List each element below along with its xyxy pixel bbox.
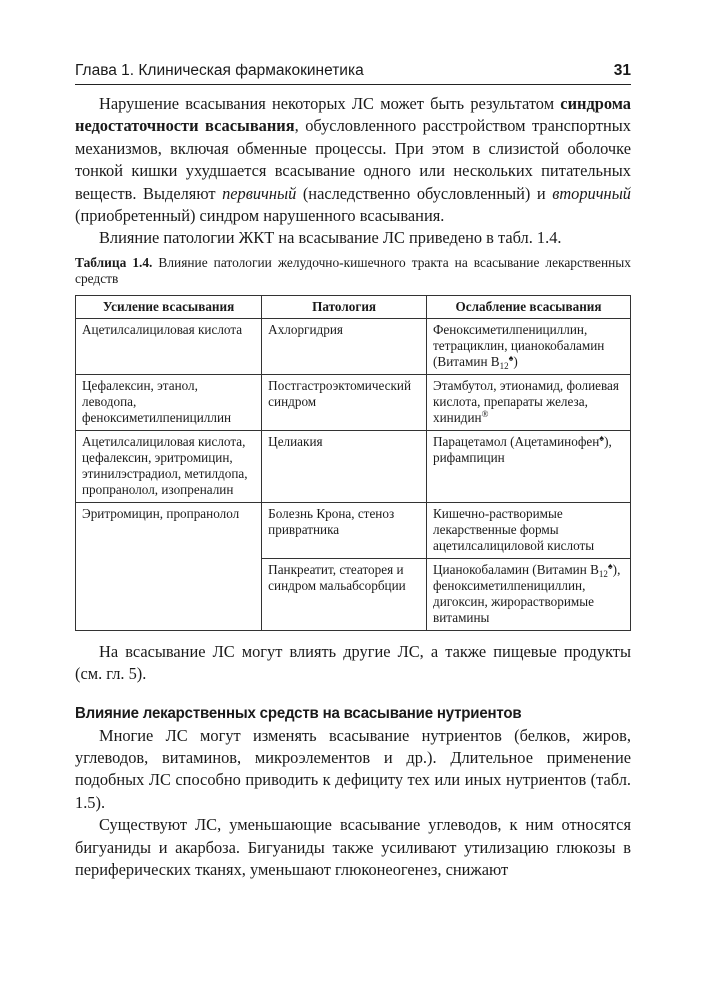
page [75, 62, 631, 882]
cell-decrease: Цианокобаламин (Витамин $В_{12}^♠$), феноксиметилпенициллин, дигоксин, жирорастворимые витамины [427, 558, 631, 630]
cell-increase: Ацетилсалициловая кислота, цефалексин, эритромицин, этинилэстрадиол, метилдопа, пропранолол, изопреналин [76, 430, 262, 502]
cell-decrease: Феноксиметилпенициллин, тетрациклин, цианокобаламин (Витамин $В_{12}^♠$) [427, 318, 631, 374]
cell-pathology: Ахлоргидрия [262, 318, 427, 374]
body-text-3 [75, 725, 631, 882]
header-decrease: Ослабление всасывания [427, 295, 631, 318]
cell-increase: Ацетилсалициловая кислота [76, 318, 262, 374]
table-row [76, 502, 631, 558]
paragraph-nutrients: Многие ЛС могут изменять всасывание нутриентов (белков, жиров, углеводов, витаминов, микроэлементов и др.). Длительное применение подобных ЛС способно приводить к дефициту тех или иных нутриентов (табл. 1.5). [75, 725, 631, 812]
cell-increase: Эритромицин, пропранолол [76, 502, 262, 630]
cell-pathology: Панкреатит, стеаторея и синдром мальабсорбции [262, 558, 427, 630]
table-label: Таблица 1.4. [75, 254, 153, 270]
chapter-title: Глава 1. Клиническая фармакокинетика [75, 62, 364, 79]
cell-pathology: Постгастроэктомический синдром [262, 374, 427, 430]
running-header [75, 62, 631, 85]
absorption-table [75, 295, 631, 631]
paragraph-other-drugs: На всасывание ЛС могут влиять другие ЛС, а также пищевые продукты (см. гл. 5). [75, 641, 631, 684]
page-number: 31 [613, 62, 631, 79]
cell-decrease: Кишечно-растворимые лекарственные формы ацетилсалициловой кислоты [427, 502, 631, 558]
cell-increase: Цефалексин, этанол, леводопа, феноксиметилпенициллин [76, 374, 262, 430]
body-text-2 [75, 641, 631, 686]
table-header-row [76, 295, 631, 318]
cell-decrease: Этамбутол, этионамид, фолиевая кислота, препараты железа, хинидин® [427, 374, 631, 430]
italic-primary: первичный [222, 183, 297, 203]
table-row [76, 430, 631, 502]
table-row [76, 318, 631, 374]
cell-pathology: Целиакия [262, 430, 427, 502]
table-row [76, 374, 631, 430]
table-caption [75, 255, 631, 288]
italic-secondary: вторичный [552, 183, 631, 203]
paragraph-malabsorption: Нарушение всасывания некоторых ЛС может быть результатом синдрома недостаточности всасывания, обусловленного расстройством транспортных механизмов, включая обменные процессы. При этом в слизистой оболочке тонкой кишки ухудшается всасывание одного или нескольких питательных веществ. Выделяют первичный (наследственно обусловленный) и вторичный (приобретенный) синдром нарушенного всасывания. [75, 94, 631, 226]
table-caption-text: Влияние патологии желудочно-кишечного тракта на всасывание лекарственных средств [75, 254, 631, 287]
header-increase: Усиление всасывания [76, 295, 262, 318]
paragraph-carbohydrates: Существуют ЛС, уменьшающие всасывание углеводов, к ним относятся бигуаниды и акарбоза. Бигуаниды также усиливают утилизацию глюкозы в периферических тканях, уменьшают глюконеогенез, снижают [75, 815, 631, 880]
paragraph-table-ref: Влияние патологии ЖКТ на всасывание ЛС приведено в табл. 1.4. [99, 228, 562, 248]
section-heading: Влияние лекарственных средств на всасывание нутриентов [75, 704, 522, 722]
cell-decrease: Парацетамол (Ацетаминофен♠), рифампицин [427, 430, 631, 502]
header-pathology: Патология [262, 295, 427, 318]
cell-pathology: Болезнь Крона, стеноз привратника [262, 502, 427, 558]
body-text [75, 93, 631, 250]
bold-term: синдрома недостаточности всасывания [75, 94, 631, 136]
